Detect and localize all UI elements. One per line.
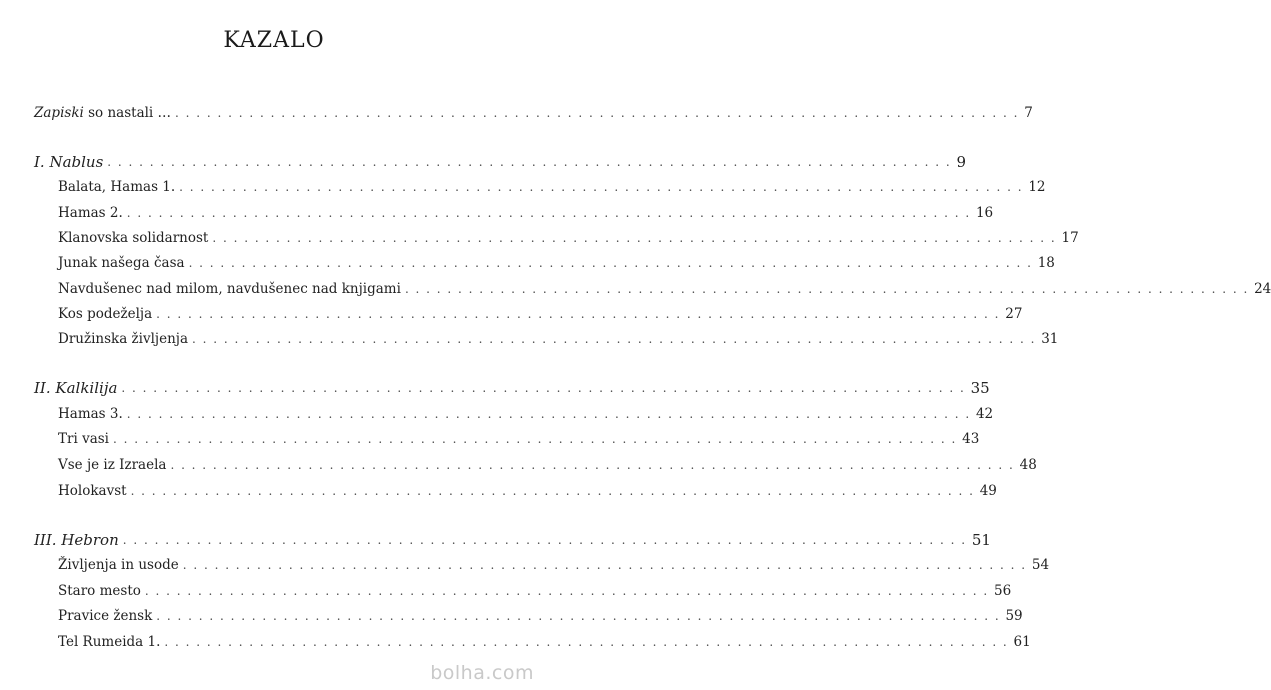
- toc-page-number: 9: [956, 153, 966, 171]
- toc-entry: [0, 578, 1012, 600]
- toc-page-number: 12: [1028, 179, 1046, 195]
- toc-page-number: 35: [970, 379, 990, 397]
- dot-leader: ................................................................................: [126, 206, 976, 220]
- toc-entry: [0, 629, 1031, 651]
- toc-entry-label: Življenja in usode: [58, 557, 179, 573]
- dot-leader: ................................................................................: [113, 432, 963, 446]
- toc-page-number: 56: [994, 583, 1012, 599]
- dot-leader: ................................................................................: [164, 635, 1014, 649]
- toc-entry-label: Junak našega časa: [58, 255, 185, 271]
- toc-page-number: 27: [1005, 306, 1023, 322]
- toc-page-number: 61: [1013, 634, 1031, 650]
- dot-leader: ................................................................................: [404, 282, 1255, 296]
- toc-section-label: II. Kalkilija: [34, 379, 118, 397]
- dot-leader: ................................................................................: [130, 484, 980, 498]
- toc-page-number: 48: [1019, 457, 1037, 473]
- toc-entry-intro: [0, 100, 1033, 122]
- toc-entry: [0, 426, 980, 448]
- toc-entry: [0, 174, 1046, 196]
- dot-leader: ................................................................................: [122, 533, 972, 547]
- dot-leader: ................................................................................: [182, 558, 1032, 572]
- toc-page-number: 59: [1005, 608, 1023, 624]
- toc-entry: [0, 401, 994, 423]
- toc-section-nablus: [0, 149, 966, 171]
- toc-entry: [0, 301, 1023, 323]
- toc-section-hebron: [0, 527, 991, 549]
- toc-entry: [0, 250, 1055, 272]
- toc-entry: [0, 326, 1059, 348]
- toc-page-number: 17: [1061, 230, 1079, 246]
- dot-leader: ................................................................................: [212, 231, 1062, 245]
- toc-page-number: 42: [975, 406, 994, 422]
- toc-entry: [0, 225, 1079, 247]
- dot-leader: ................................................................................: [179, 180, 1029, 194]
- dot-leader: ................................................................................: [126, 407, 976, 421]
- toc-page-number: 51: [971, 531, 991, 549]
- dot-leader: ................................................................................: [192, 332, 1042, 346]
- toc-entry: [0, 552, 1050, 574]
- toc-section-kalkilija: [0, 375, 990, 397]
- toc-entry-label: Vse je iz Izraela: [58, 457, 167, 473]
- toc-entry-label: Klanovska solidarnost: [58, 230, 209, 246]
- toc-section-label: III. Hebron: [34, 531, 119, 549]
- toc-entry: [0, 478, 997, 500]
- toc-entry-label: Družinska življenja: [58, 331, 189, 347]
- toc-entry-label: Navdušenec nad milom, navdušenec nad knjigami: [58, 281, 401, 297]
- toc-page-number: 24: [1254, 281, 1271, 297]
- toc-page-number: 16: [975, 205, 994, 221]
- toc-entry-label: Holokavst: [58, 483, 127, 499]
- toc-section-label: I. Nablus: [34, 153, 104, 171]
- toc-page-number: 7: [1024, 105, 1033, 121]
- toc-entry-label: Hamas 2.: [58, 205, 123, 221]
- toc-entry-label: Pravice žensk: [58, 608, 153, 624]
- toc-entry-label: Balata, Hamas 1.: [58, 179, 176, 195]
- toc-entry-label: Staro mesto: [58, 583, 141, 599]
- toc-entry-label: Tri vasi: [58, 431, 109, 447]
- toc-entry: [0, 452, 1037, 474]
- toc-entry: [0, 603, 1023, 625]
- toc-page-number: 43: [962, 431, 980, 447]
- toc-page-number: 18: [1037, 255, 1055, 271]
- dot-leader: ................................................................................: [156, 307, 1006, 321]
- toc-page-number: 31: [1041, 331, 1059, 347]
- toc-entry: [0, 200, 994, 222]
- dot-leader: ................................................................................: [170, 458, 1020, 472]
- toc-entry: [0, 276, 1271, 298]
- dot-leader: ................................................................................: [156, 609, 1006, 623]
- toc-entry-label: Tel Rumeida 1.: [58, 634, 161, 650]
- watermark-logo: bolha.com: [430, 662, 534, 684]
- dot-leader: ................................................................................: [107, 155, 957, 169]
- toc-entry-label: Hamas 3.: [58, 406, 123, 422]
- toc-page-number: 54: [1031, 557, 1050, 573]
- toc-entry-label: Kos podeželja: [58, 306, 153, 322]
- page-title: KAZALO: [223, 28, 325, 53]
- dot-leader: ................................................................................: [188, 256, 1038, 270]
- dot-leader: ................................................................................: [121, 381, 971, 395]
- dot-leader: ................................................................................: [175, 106, 1025, 120]
- toc-entry-label: Zapiski so nastali …: [34, 105, 172, 121]
- dot-leader: ................................................................................: [144, 584, 995, 598]
- toc-page-number: 49: [979, 483, 997, 499]
